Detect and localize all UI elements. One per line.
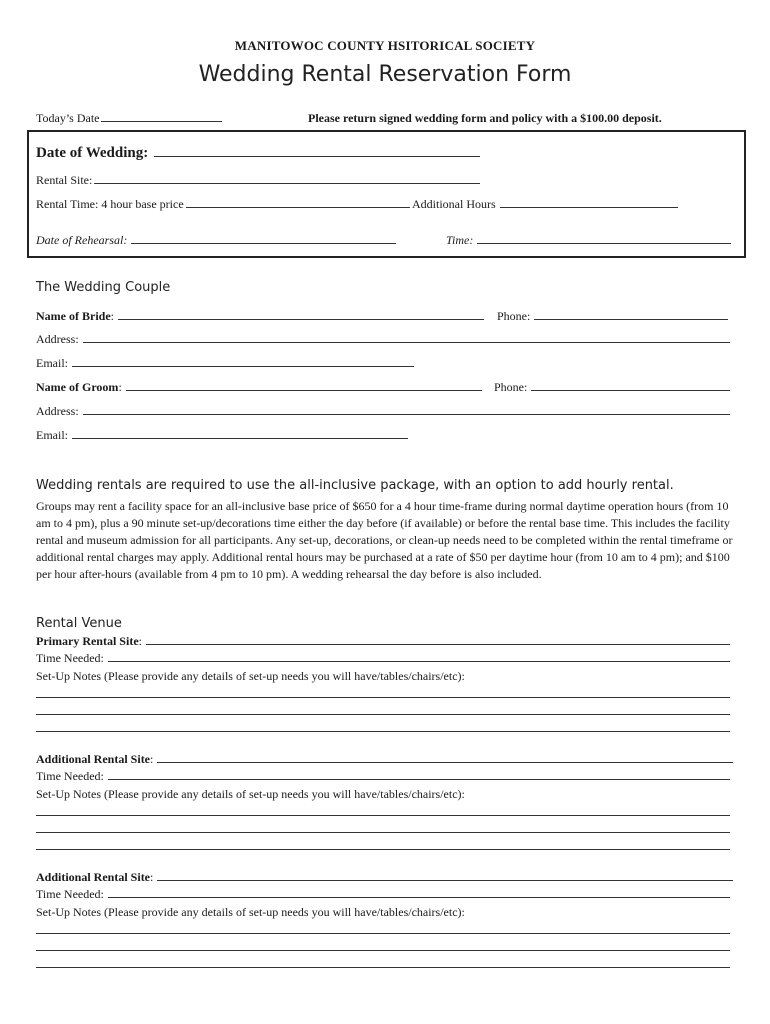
primary-setup-label: Set-Up Notes (Please provide any details of set-up needs you will have/tables/chairs/etc): [36, 669, 465, 683]
additional-site-row-1 [36, 752, 733, 767]
additional-time-field-1[interactable] [108, 770, 730, 780]
page-title: Wedding Rental Reservation Form [198, 62, 572, 87]
primary-site-colon: : [138, 634, 142, 648]
rehearsal-time-row [446, 233, 731, 248]
additional-setup-label-2: Set-Up Notes (Please provide any details of set-up needs you will have/tables/chairs/etc): [36, 905, 465, 919]
rehearsal-time-field[interactable] [477, 234, 731, 244]
bride-phone-label: Phone: [497, 309, 531, 323]
date-of-wedding-row [36, 144, 480, 162]
primary-site-label: Primary Rental Site [36, 634, 139, 648]
todays-date-label: Today’s Date [36, 111, 100, 125]
primary-time-row [36, 651, 730, 666]
date-of-wedding-field[interactable] [154, 144, 480, 157]
additional-time-field-2[interactable] [108, 888, 730, 898]
bride-address-field[interactable] [83, 333, 730, 343]
bride-name-field[interactable] [118, 310, 484, 320]
additional-site-row-2 [36, 870, 733, 885]
bride-phone-field[interactable] [534, 310, 728, 320]
date-of-wedding-label: Date of Wedding: [36, 145, 149, 161]
primary-time-field[interactable] [108, 652, 730, 662]
rehearsal-date-label: Date of Rehearsal: [36, 233, 128, 247]
additional-site-field-2[interactable] [157, 871, 733, 881]
additional-setup-2-line-3[interactable] [36, 967, 730, 968]
return-note: Please return signed wedding form and policy with a $100.00 deposit. [308, 111, 662, 125]
additional-setup-1-line-1[interactable] [36, 815, 730, 816]
primary-site-field[interactable] [146, 635, 730, 645]
additional-setup-1-line-2[interactable] [36, 832, 730, 833]
primary-site-row [36, 634, 730, 649]
bride-phone-row [497, 309, 728, 324]
rehearsal-time-label: Time: [446, 233, 474, 247]
additional-site-colon-1: : [150, 752, 154, 766]
couple-heading: The Wedding Couple [36, 280, 171, 295]
rehearsal-date-row [36, 233, 396, 248]
groom-phone-label: Phone: [494, 380, 528, 394]
groom-address-field[interactable] [83, 405, 730, 415]
venue-heading: Rental Venue [36, 616, 122, 631]
groom-phone-row [494, 380, 730, 395]
additional-time-label-2: Time Needed: [36, 887, 104, 901]
rental-site-label: Rental Site: [36, 173, 93, 187]
bride-email-field[interactable] [72, 357, 414, 367]
groom-email-field[interactable] [72, 429, 408, 439]
bride-colon: : [110, 309, 114, 323]
bride-name-label: Name of Bride [36, 309, 111, 323]
additional-setup-label-1: Set-Up Notes (Please provide any details of set-up needs you will have/tables/chairs/etc): [36, 787, 465, 801]
primary-setup-line-3[interactable] [36, 731, 730, 732]
additional-setup-2-line-1[interactable] [36, 933, 730, 934]
groom-address-row [36, 404, 730, 419]
groom-name-row [36, 380, 482, 395]
rental-site-field[interactable] [94, 174, 480, 184]
rental-time-label: Rental Time: 4 hour base price [36, 197, 184, 211]
rentals-body: Groups may rent a facility space for an all-inclusive base price of $650 for a 4 hour time-frame during normal daytime operation hours (from 10 am to 4 pm), plus a 90 minute set-up/decorations time either the day before (if available) or before the rental base time. This includes the facility rental and museum admission for all participants. Any set-up, decorations, or clean-up needs need to be completed within the rental timeframe or additional rental charges may apply. Additional rental hours may be purchased at a rate of $50 per daytime hour (from 10 am to 4 pm); and $100 per hour after-hours (available from 4 pm to 10 pm). A wedding rehearsal the day before is also included. [36, 499, 733, 581]
primary-setup-line-2[interactable] [36, 714, 730, 715]
organization-name: MANITOWOC COUNTY HSITORICAL SOCIETY [234, 38, 536, 53]
rental-time-row [36, 197, 410, 212]
additional-site-label-1: Additional Rental Site [36, 752, 151, 766]
groom-name-label: Name of Groom [36, 380, 119, 394]
bride-email-label: Email: [36, 356, 68, 370]
groom-name-field[interactable] [126, 381, 482, 391]
additional-site-colon-2: : [150, 870, 154, 884]
rehearsal-date-field[interactable] [131, 234, 396, 244]
todays-date-field[interactable] [101, 112, 222, 122]
additional-site-label-2: Additional Rental Site [36, 870, 151, 884]
additional-setup-1-line-3[interactable] [36, 849, 730, 850]
todays-date-row [36, 111, 222, 126]
additional-setup-2-line-2[interactable] [36, 950, 730, 951]
primary-setup-line-1[interactable] [36, 697, 730, 698]
additional-site-field-1[interactable] [157, 753, 733, 763]
primary-time-label: Time Needed: [36, 651, 104, 665]
bride-email-row [36, 356, 414, 371]
rental-site-row [36, 173, 480, 188]
groom-address-label: Address: [36, 404, 79, 418]
additional-time-row-1 [36, 769, 730, 784]
groom-colon: : [118, 380, 122, 394]
bride-address-row [36, 332, 730, 347]
groom-phone-field[interactable] [531, 381, 730, 391]
groom-email-label: Email: [36, 428, 68, 442]
rental-time-field[interactable] [186, 198, 410, 208]
additional-time-row-2 [36, 887, 730, 902]
bride-name-row [36, 309, 484, 324]
groom-email-row [36, 428, 408, 443]
additional-hours-row [412, 197, 678, 212]
additional-hours-label: Additional Hours [412, 197, 496, 211]
rentals-heading: Wedding rentals are required to use the all-inclusive package, with an option to add hourly rental. [36, 478, 674, 493]
additional-time-label-1: Time Needed: [36, 769, 104, 783]
additional-hours-field[interactable] [500, 198, 678, 208]
bride-address-label: Address: [36, 332, 79, 346]
